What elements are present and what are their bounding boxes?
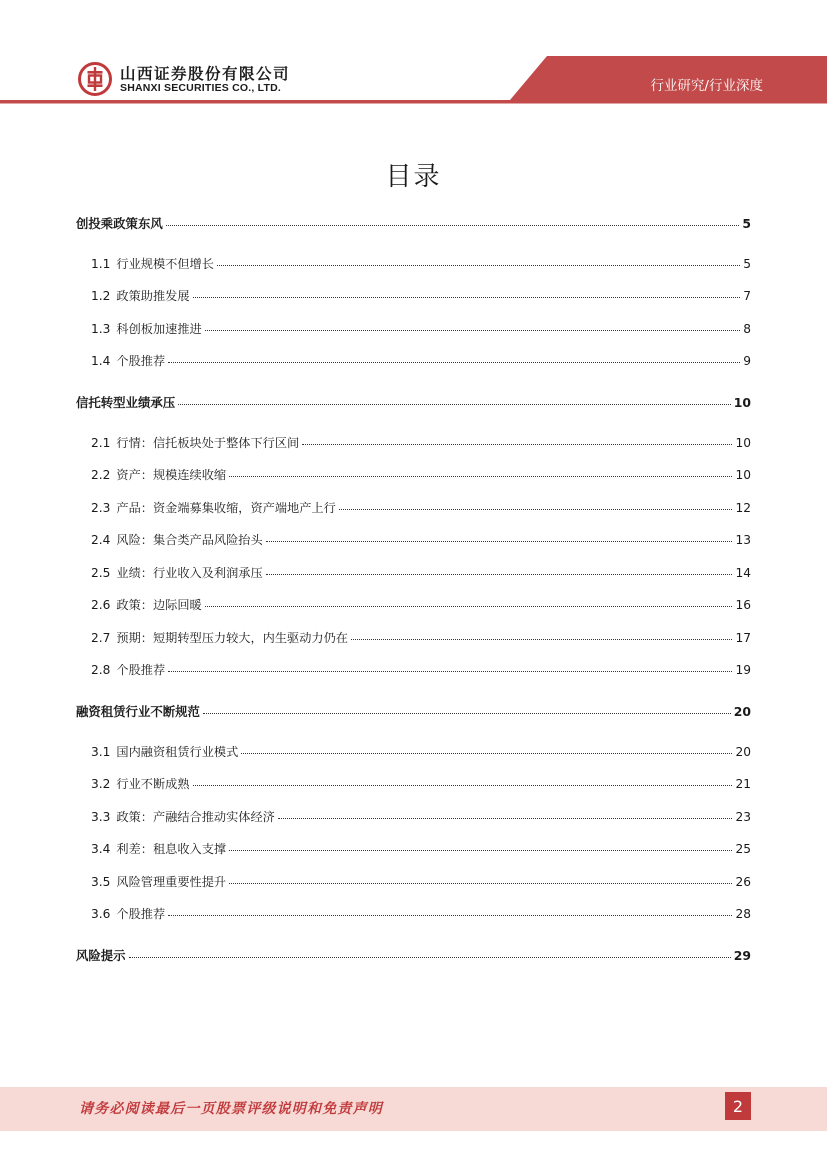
company-name-en: SHANXI SECURITIES CO., LTD. bbox=[120, 82, 281, 94]
toc-entry-page: 14 bbox=[735, 566, 751, 580]
toc-entry[interactable] bbox=[76, 702, 751, 720]
toc-leader bbox=[241, 752, 732, 754]
toc-leader bbox=[193, 296, 741, 298]
toc-entry-page: 21 bbox=[735, 777, 751, 791]
report-category: 行业研究/行业深度 bbox=[650, 78, 763, 94]
toc-entry-text: 信托转型业绩承压 bbox=[76, 395, 176, 410]
toc-entry-page: 20 bbox=[733, 704, 751, 719]
toc-entry-page: 10 bbox=[735, 468, 751, 482]
toc-entry-text: 行业规模不但增长 bbox=[116, 257, 214, 271]
toc-entry-text: 融资租赁行业不断规范 bbox=[76, 704, 200, 719]
toc-entry-text: 业绩：行业收入及利润承压 bbox=[116, 566, 263, 580]
toc-entry-text: 个股推荐 bbox=[116, 907, 166, 921]
toc-entry-text: 风险管理重要性提升 bbox=[116, 875, 227, 889]
toc-entry-text: 政策：边际回暖 bbox=[116, 598, 202, 612]
toc-entry-page: 20 bbox=[735, 745, 751, 759]
toc-leader bbox=[302, 443, 732, 445]
toc-entry-page: 10 bbox=[733, 395, 751, 410]
toc-leader bbox=[203, 712, 731, 714]
toc-leader bbox=[129, 956, 731, 958]
toc-entry-text: 资产：规模连续收缩 bbox=[116, 468, 227, 482]
toc-leader bbox=[229, 849, 732, 851]
toc-entry[interactable] bbox=[91, 320, 751, 337]
toc-entry-page: 10 bbox=[735, 436, 751, 450]
toc-entry-page: 5 bbox=[742, 216, 751, 231]
toc-entry-page: 25 bbox=[735, 842, 751, 856]
toc-entry-text: 个股推荐 bbox=[116, 354, 166, 368]
toc-leader bbox=[166, 224, 740, 226]
page-number: 2 bbox=[725, 1092, 751, 1120]
company-name-cn: 山西证券股份有限公司 bbox=[120, 65, 291, 83]
toc-entry[interactable] bbox=[91, 466, 751, 483]
toc-entry[interactable] bbox=[91, 434, 751, 451]
toc-entry-page: 5 bbox=[743, 257, 751, 271]
toc-leader bbox=[217, 264, 740, 266]
toc-entry-page: 8 bbox=[743, 322, 751, 336]
toc-entry[interactable] bbox=[76, 946, 751, 964]
toc-entry-page: 29 bbox=[733, 948, 751, 963]
toc-leader bbox=[229, 475, 732, 477]
toc-entry-number: 1.3 bbox=[91, 322, 111, 336]
toc-entry[interactable] bbox=[76, 393, 751, 411]
toc-entry-text: 创投乘政策东风 bbox=[76, 216, 163, 231]
toc-entry[interactable] bbox=[91, 596, 751, 613]
toc-entry-number: 2.7 bbox=[91, 631, 111, 645]
toc-entry-text: 政策助推发展 bbox=[116, 289, 190, 303]
toc-entry-number: 1.2 bbox=[91, 289, 111, 303]
toc-leader bbox=[229, 882, 732, 884]
toc-entry-page: 28 bbox=[735, 907, 751, 921]
toc-leader bbox=[168, 361, 740, 363]
toc-entry[interactable] bbox=[91, 255, 751, 272]
toc-entry-number: 3.1 bbox=[91, 745, 111, 759]
toc-entry-page: 7 bbox=[743, 289, 751, 303]
toc-entry-text: 风险提示 bbox=[76, 948, 126, 963]
company-logo-icon bbox=[78, 62, 112, 96]
page-header bbox=[0, 0, 827, 110]
toc-entry-number: 2.6 bbox=[91, 598, 111, 612]
toc-entry-text: 个股推荐 bbox=[116, 663, 166, 677]
toc-entry-text: 行情：信托板块处于整体下行区间 bbox=[116, 436, 300, 450]
toc-entry-page: 17 bbox=[735, 631, 751, 645]
toc-entry[interactable] bbox=[91, 873, 751, 890]
toc-leader bbox=[168, 670, 732, 672]
toc-leader bbox=[278, 817, 733, 819]
toc-entry[interactable] bbox=[91, 629, 751, 646]
toc-leader bbox=[205, 329, 741, 331]
toc-leader bbox=[205, 605, 733, 607]
toc-entry[interactable] bbox=[76, 214, 751, 232]
toc-entry-number: 3.4 bbox=[91, 842, 111, 856]
toc-leader bbox=[178, 403, 731, 405]
toc-entry[interactable] bbox=[91, 808, 751, 825]
toc-entry-page: 12 bbox=[735, 501, 751, 515]
toc-entry-text: 产品：资金端募集收缩，资产端地产上行 bbox=[116, 501, 336, 515]
toc-entry-text: 风险：集合类产品风险抬头 bbox=[116, 533, 263, 547]
toc-entry[interactable] bbox=[91, 905, 751, 922]
toc-entry-number: 2.1 bbox=[91, 436, 111, 450]
toc-entry-text: 科创板加速推进 bbox=[116, 322, 202, 336]
toc-entry-number: 1.4 bbox=[91, 354, 111, 368]
toc-leader bbox=[266, 540, 733, 542]
toc-entry-number: 3.2 bbox=[91, 777, 111, 791]
toc-leader bbox=[351, 638, 733, 640]
toc-entry-page: 26 bbox=[735, 875, 751, 889]
toc-entry-number: 2.8 bbox=[91, 663, 111, 677]
toc-leader bbox=[193, 784, 733, 786]
toc-entry[interactable] bbox=[91, 743, 751, 760]
toc-entry-text: 预期：短期转型压力较大，内生驱动力仍在 bbox=[116, 631, 348, 645]
toc-entry-number: 3.3 bbox=[91, 810, 111, 824]
toc-entry[interactable] bbox=[91, 775, 751, 792]
toc-entry-text: 行业不断成熟 bbox=[116, 777, 190, 791]
toc-entry-number: 2.5 bbox=[91, 566, 111, 580]
toc-entry-number: 3.6 bbox=[91, 907, 111, 921]
toc-entry-text: 政策：产融结合推动实体经济 bbox=[116, 810, 275, 824]
toc-entry-page: 9 bbox=[743, 354, 751, 368]
toc-leader bbox=[266, 573, 733, 575]
toc-entry[interactable] bbox=[91, 661, 751, 678]
toc-entry[interactable] bbox=[91, 352, 751, 369]
toc-entry-text: 国内融资租赁行业模式 bbox=[116, 745, 239, 759]
toc-entry-page: 16 bbox=[735, 598, 751, 612]
toc-entry[interactable] bbox=[91, 840, 751, 857]
toc-entry-number: 2.4 bbox=[91, 533, 111, 547]
toc-entry-page: 23 bbox=[735, 810, 751, 824]
toc-entry[interactable] bbox=[91, 564, 751, 581]
toc-leader bbox=[168, 914, 732, 916]
toc-title: 目录 bbox=[385, 162, 442, 192]
toc-entry-page: 19 bbox=[735, 663, 751, 677]
toc-entry-number: 2.2 bbox=[91, 468, 111, 482]
toc-entry-page: 13 bbox=[735, 533, 751, 547]
toc-entry-number: 1.1 bbox=[91, 257, 111, 271]
toc-leader bbox=[339, 508, 733, 510]
toc-entry-text: 利差：租息收入支撑 bbox=[116, 842, 227, 856]
toc-entry[interactable] bbox=[91, 499, 751, 516]
toc-entry-number: 3.5 bbox=[91, 875, 111, 889]
toc-entry[interactable] bbox=[91, 531, 751, 548]
toc-entry[interactable] bbox=[91, 287, 751, 304]
footer-disclaimer: 请务必阅读最后一页股票评级说明和免责声明 bbox=[79, 1101, 383, 1117]
toc-entry-number: 2.3 bbox=[91, 501, 111, 515]
